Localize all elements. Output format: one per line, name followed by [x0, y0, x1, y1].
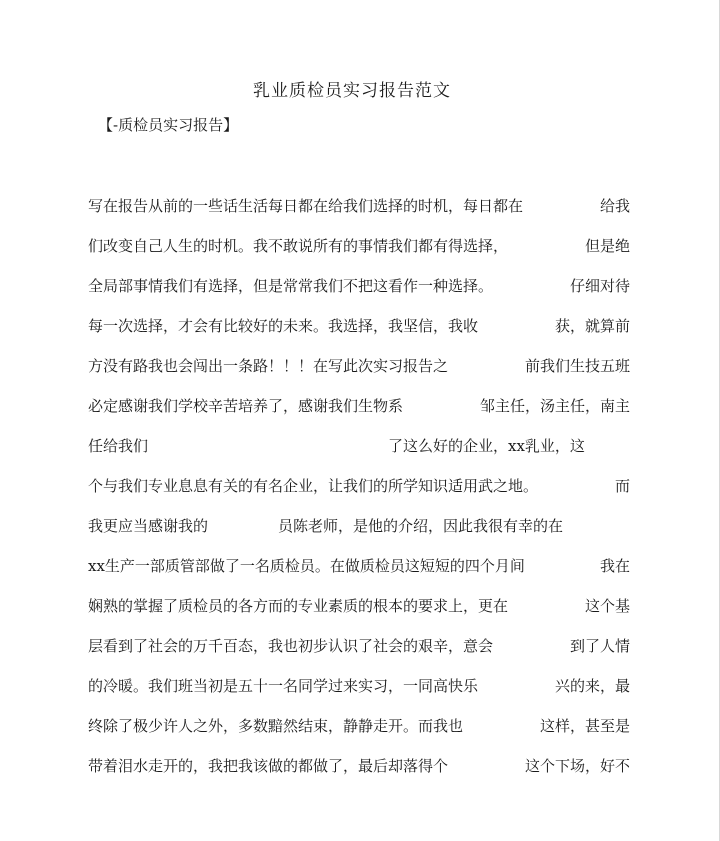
line-text-right: 仔细对待	[569, 277, 630, 295]
body-line	[88, 755, 630, 777]
line-text-right: 兴的来，最	[554, 677, 630, 695]
body-line	[88, 515, 630, 537]
line-text-right: 这个下场，好不	[524, 757, 630, 775]
line-text: 娴熟的掌握了质检员的各方而的专业素质的根本的要求上，更在	[88, 597, 509, 615]
document-subtitle: 【-质检员实习报告】	[98, 116, 239, 134]
line-text: 每一次选择，才会有比较好的未来。我选择，我坚信，我收	[88, 317, 479, 335]
body-line	[88, 275, 630, 297]
body-line	[88, 195, 630, 217]
body-line	[88, 235, 630, 257]
body-line	[88, 315, 630, 337]
line-text-right: 这样，甚至是	[539, 717, 630, 735]
line-text-mid: 员陈老师，是他的介绍，因此我很有幸的在	[278, 517, 564, 535]
line-text-right: 前我们生技五班	[524, 357, 630, 375]
line-text: 写在报告从前的一些话生活每日都在给我们选择的时机，每日都在	[88, 197, 524, 215]
line-text-right: 邹主任，汤主任，南主	[479, 397, 630, 415]
line-text-right: 获，就算前	[554, 317, 630, 335]
line-text: 方没有路我也会闯出一条路！！！在写此次实习报告之	[88, 357, 449, 375]
line-text-right: 我在	[599, 557, 630, 575]
body-line	[88, 355, 630, 377]
line-text: 全局部事情我们有选择，但是常常我们不把这看作一种选择。	[88, 277, 494, 295]
line-text: 带着泪水走开的，我把我该做的都做了，最后却落得个	[88, 757, 449, 775]
line-text: 个与我们专业息息有关的有名企业，让我们的所学知识适用武之地。	[88, 477, 539, 495]
body-line	[88, 555, 630, 577]
line-text-right: 但是绝	[584, 237, 630, 255]
body-line	[88, 635, 630, 657]
line-text-right: 给我	[599, 197, 630, 215]
line-text: 终除了极少许人之外，多数黯然结束，静静走开。而我也	[88, 717, 464, 735]
line-text: 的冷暖。我们班当初是五十一名同学过来实习，一同高快乐	[88, 677, 479, 695]
line-text-right: 而	[614, 477, 630, 495]
body-line	[88, 475, 630, 497]
line-text: 必定感谢我们学校辛苦培养了，感谢我们生物系	[88, 397, 404, 415]
body-line	[88, 595, 630, 617]
line-text: 层看到了社会的万千百态，我也初步认识了社会的艰辛，意会	[88, 637, 494, 655]
body-line	[88, 675, 630, 697]
line-text: xx生产一部质管部做了一名质检员。在做质检员这短短的四个月间	[88, 557, 525, 575]
line-text: 我更应当感谢我的	[88, 517, 209, 535]
line-text: 任给我们	[88, 437, 149, 455]
document-title: 乳业质检员实习报告范文	[253, 81, 451, 101]
line-text-right: 到了人情	[569, 637, 630, 655]
body-line	[88, 715, 630, 737]
line-text-right: 这个基	[584, 597, 630, 615]
body-line	[88, 435, 630, 457]
line-text: 们改变自己人生的时机。我不敢说所有的事情我们都有得选择，	[88, 237, 509, 255]
line-text-mid: 了这么好的企业，xx乳业，这	[388, 437, 585, 455]
body-line	[88, 395, 630, 417]
